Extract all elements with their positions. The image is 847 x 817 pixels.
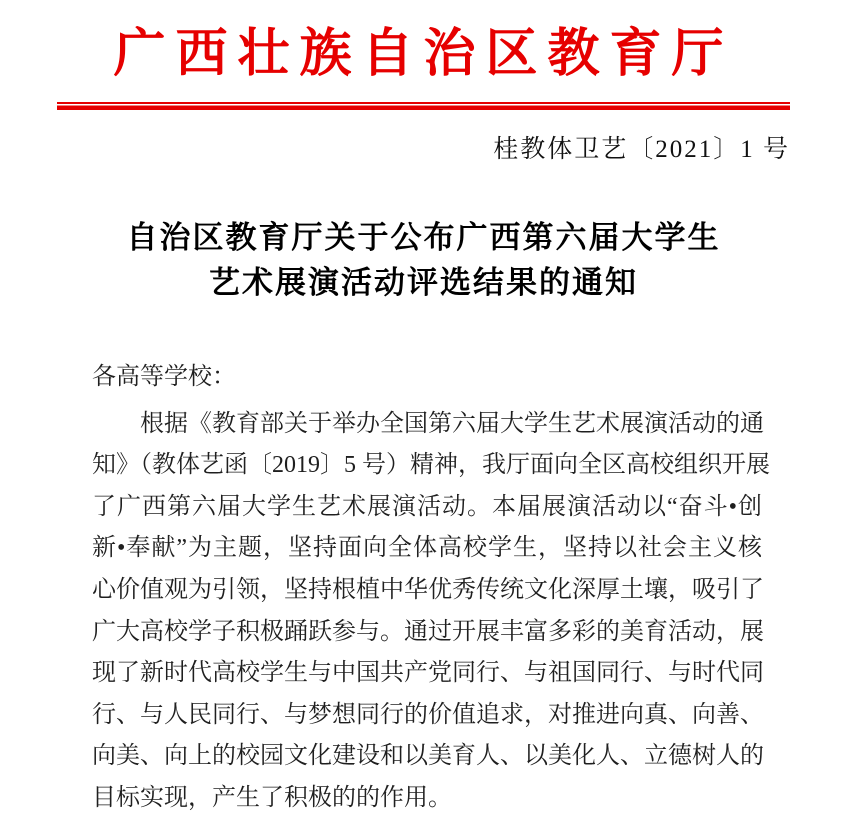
paragraph-line: 广大高校学子积极踊跃参与。通过开展丰富多彩的美育活动，展 xyxy=(92,618,764,645)
paragraph-line: 行、与人民同行、与梦想同行的价值追求，对推进向真、向善、 xyxy=(92,701,764,728)
paragraph-line: 知》（教体艺函〔2019〕5 号）精神，我厅面向全区高校组织开展 xyxy=(92,452,770,479)
paragraph-line: 向美、向上的校园文化建设和以美育人、以美化人、立德树人的 xyxy=(92,743,764,770)
agency-letterhead: 广西壮族自治区教育厅 xyxy=(113,26,734,83)
paragraph-line: 现了新时代高校学生与中国共产党同行、与祖国同行、与时代同 xyxy=(92,660,764,687)
paragraph-line: 根据《教育部关于举办全国第六届大学生艺术展演活动的通 xyxy=(140,410,764,437)
paragraph-line: 新•奉献”为主题，坚持面向全体高校学生，坚持以社会主义核 xyxy=(92,535,762,562)
notice-title-line-2: 艺术展演活动评选结果的通知 xyxy=(209,265,638,300)
notice-title xyxy=(0,215,847,305)
doc-number: 桂教体卫艺〔2021〕1 号 xyxy=(493,136,790,163)
paragraph xyxy=(92,404,770,817)
notice-title-line-1: 自治区教育厅关于公布广西第六届大学生 xyxy=(126,220,721,255)
paragraph-line: 心价值观为引领，坚持根植中华优秀传统文化深厚土壤，吸引了 xyxy=(92,576,764,603)
salutation: 各高等学校： xyxy=(92,364,236,390)
letterhead-rule xyxy=(57,102,790,110)
paragraph-line: 目标实现，产生了积极的的作用。 xyxy=(92,784,452,811)
notice-body xyxy=(92,357,770,817)
paragraph-line: 了广西第六届大学生艺术展演活动。本届展演活动以“奋斗•创 xyxy=(92,493,762,520)
